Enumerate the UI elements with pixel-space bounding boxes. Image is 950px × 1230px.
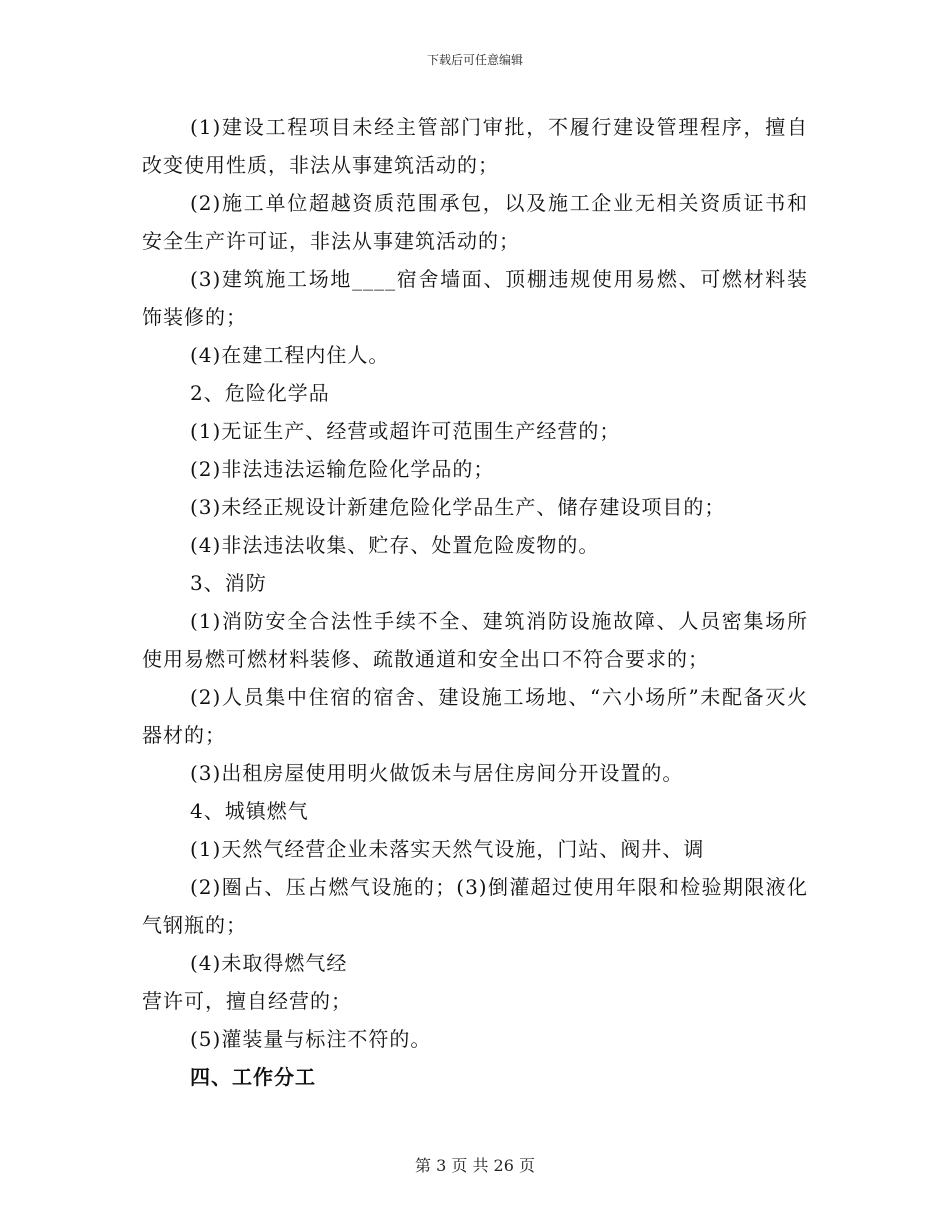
paragraph-item: (4)在建工程内住人。	[190, 343, 390, 367]
paragraph-item: (1)天然气经营企业未落实天然气设施，门站、阀井、调	[190, 837, 705, 861]
section-heading: 2、危险化学品	[190, 381, 330, 405]
paragraph-item: (1)消防安全合法性手续不全、建筑消防设施故障、人员密集场所使用易燃可燃材料装修、疏散通道和安全出口不符合要求的；	[142, 609, 808, 671]
paragraph-item: (2)人员集中住宿的宿舍、建设施工场地、“六小场所”未配备灭火器材的；	[142, 685, 808, 747]
paragraph-item: (3)出租房屋使用明火做饭未与居住房间分开设置的。	[190, 761, 684, 785]
section-heading: 4、城镇燃气	[190, 799, 309, 823]
paragraph-item: (1)建设工程项目未经主管部门审批，不履行建设管理程序，擅自改变使用性质，非法从事建筑活动的；	[142, 115, 808, 177]
page-number: 第 3 页 共 26 页	[415, 1156, 535, 1175]
paragraph-item: (4)非法违法收集、贮存、处置危险废物的。	[190, 533, 600, 557]
paragraph-item: (1)无证生产、经营或超许可范围生产经营的；	[190, 419, 621, 443]
document-body	[142, 108, 808, 1096]
paragraph-item: 营许可，擅自经营的；	[142, 989, 352, 1013]
paragraph-item: (2)圈占、压占燃气设施的；(3)倒灌超过使用年限和检验期限液化气钢瓶的；	[142, 875, 808, 937]
page-header-note: 下载后可任意编辑	[426, 53, 523, 67]
section-heading: 3、消防	[190, 571, 267, 595]
paragraph-item: (3)未经正规设计新建危险化学品生产、储存建设项目的；	[190, 495, 726, 519]
paragraph-item: (2)施工单位超越资质范围承包，以及施工企业无相关资质证书和安全生产许可证，非法从事建筑活动的；	[142, 191, 808, 253]
paragraph-item: (5)灌装量与标注不符的。	[190, 1027, 432, 1051]
paragraph-item: (3)建筑施工场地____宿舍墙面、顶棚违规使用易燃、可燃材料装饰装修的；	[142, 267, 808, 329]
section-heading-bold: 四、工作分工	[190, 1065, 316, 1089]
paragraph-item: (2)非法违法运输危险化学品的；	[190, 457, 495, 481]
paragraph-item: (4)未取得燃气经	[190, 951, 348, 975]
